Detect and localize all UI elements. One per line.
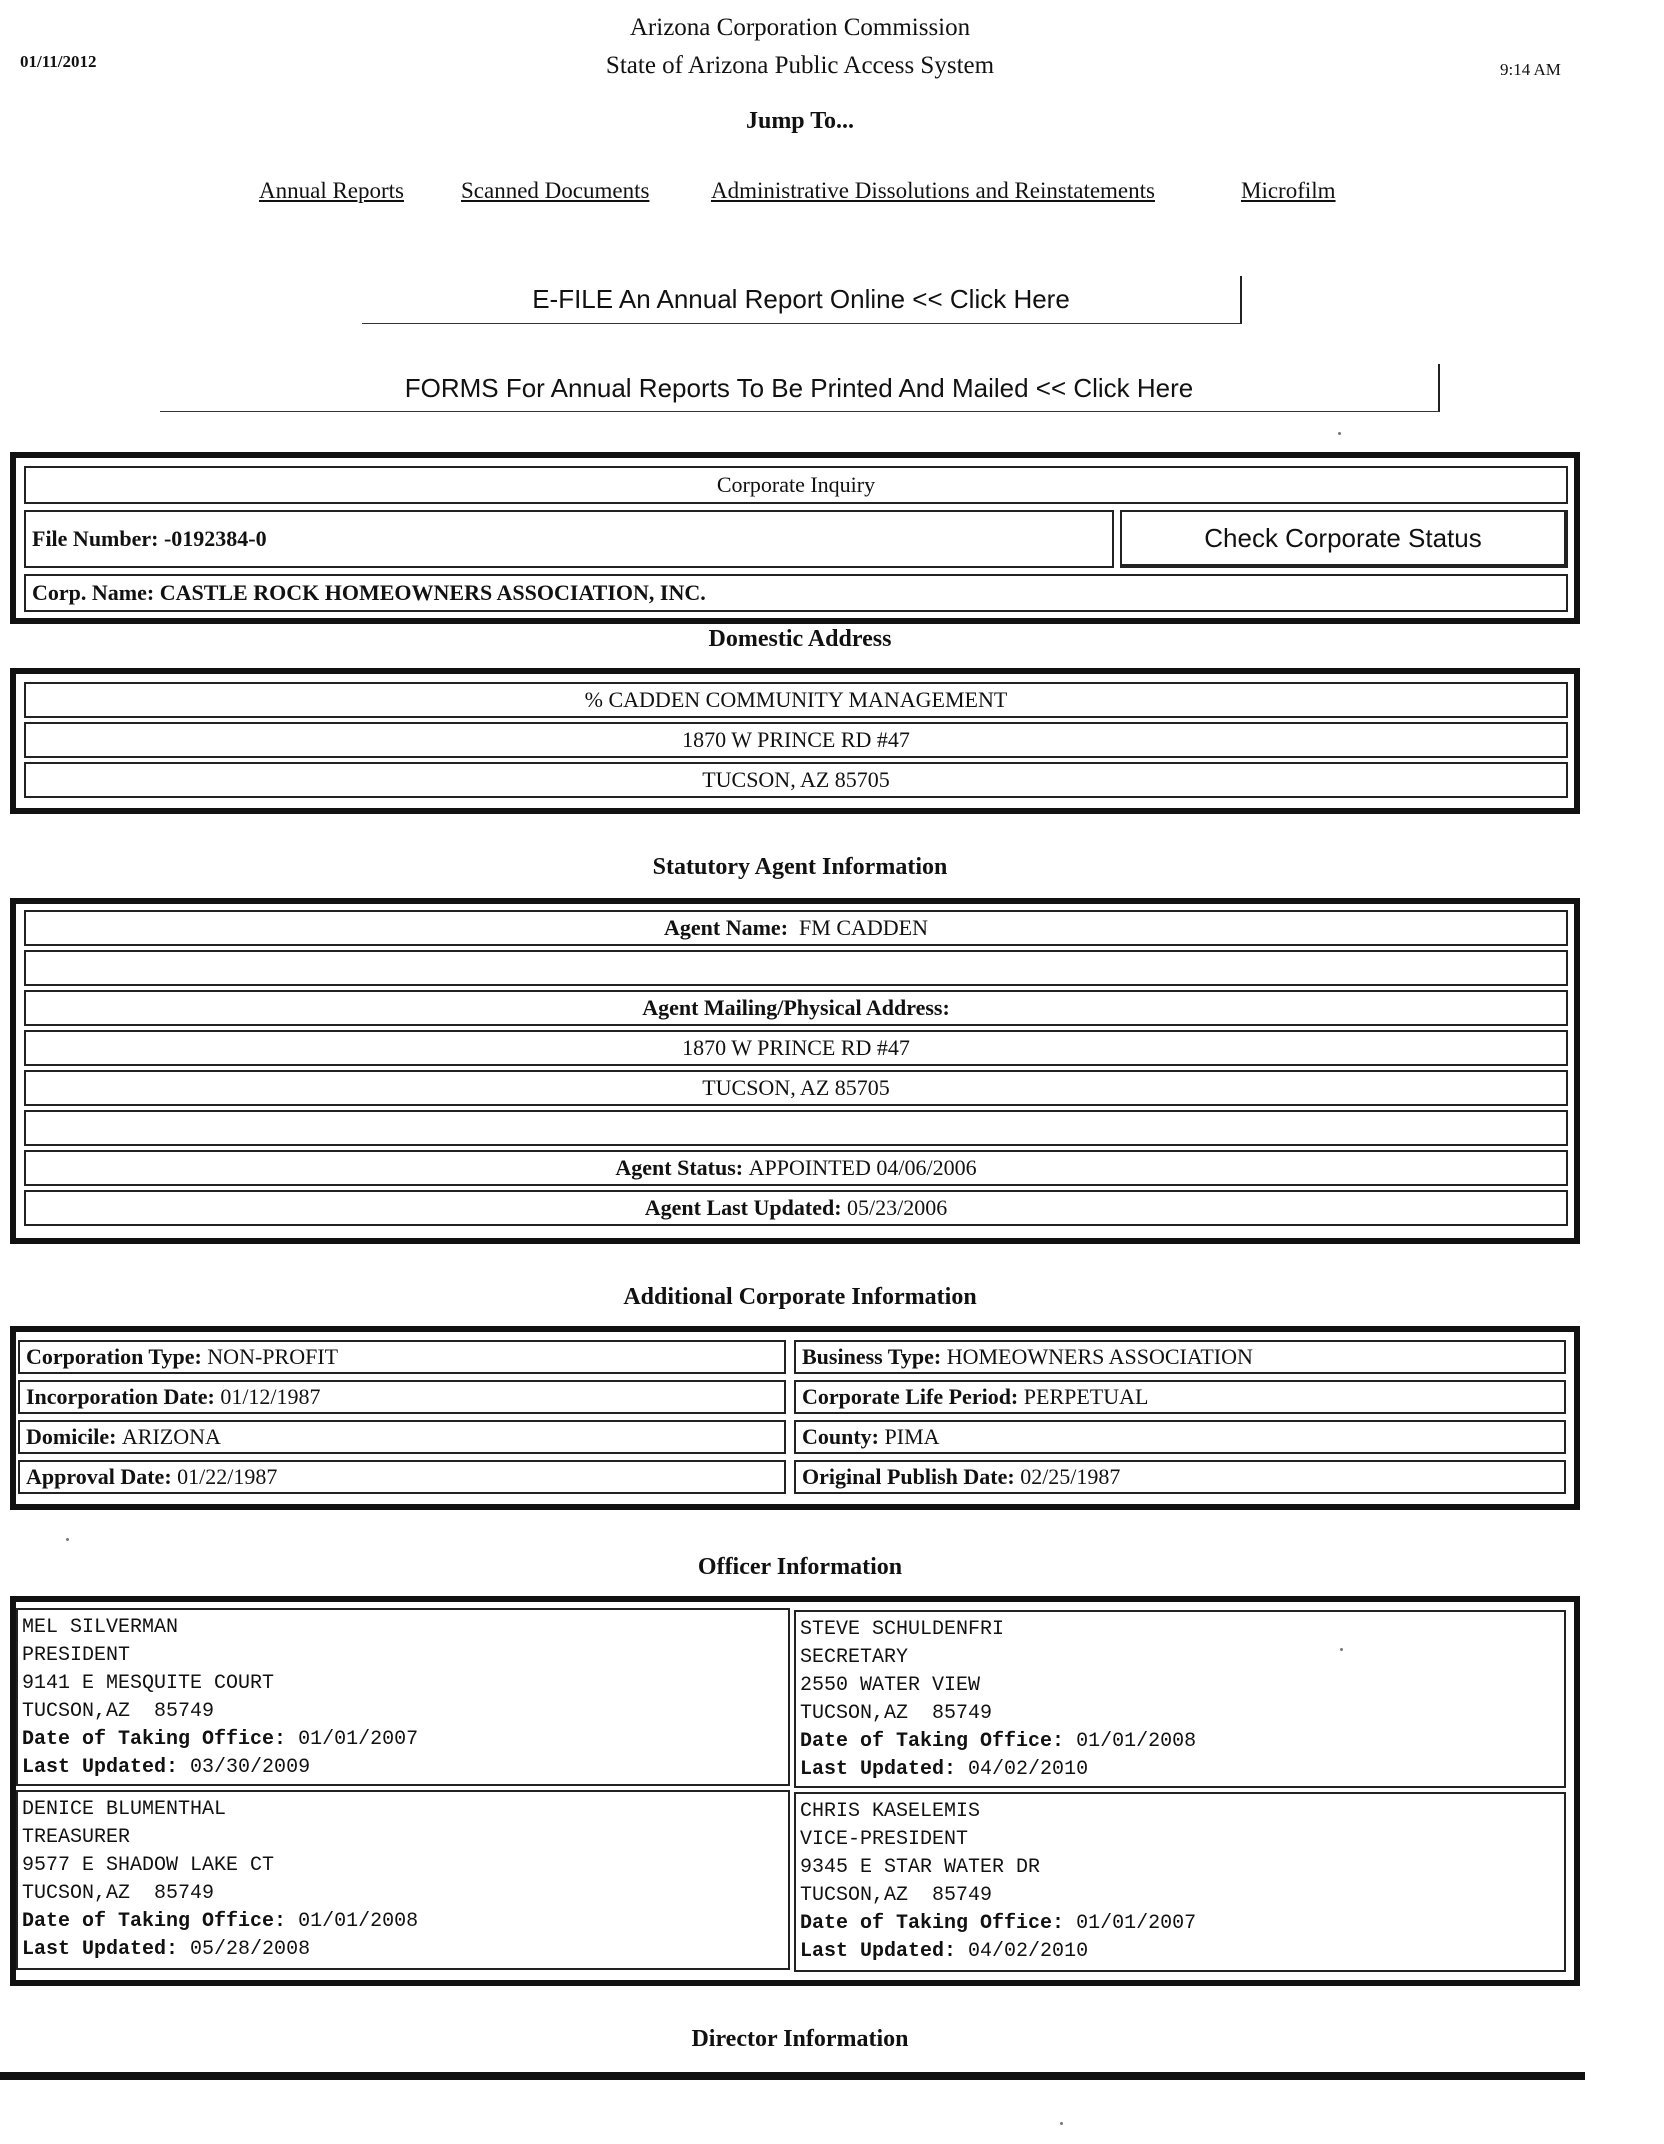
officer-city: TUCSON,AZ 85749 (22, 1700, 215, 1723)
incorporation-date-cell: Incorporation Date: 01/12/1987 (18, 1380, 786, 1414)
link-annual-reports[interactable]: Annual Reports (259, 178, 405, 203)
domestic-address-line3: TUCSON, AZ 85705 (24, 762, 1568, 798)
officer-date-taking-office: 01/01/2007 (298, 1728, 419, 1751)
agent-name-value: FM CADDEN (799, 915, 928, 940)
county-value: PIMA (884, 1424, 940, 1449)
officer-name: DENICE BLUMENTHAL (22, 1798, 227, 1821)
file-number-label: File Number: (32, 526, 159, 551)
scan-speck (1340, 1648, 1343, 1651)
efile-annual-report-button[interactable]: E-FILE An Annual Report Online << Click Here (362, 276, 1242, 324)
statutory-agent-title: Statutory Agent Information (652, 854, 948, 880)
officer-last-updated: 04/02/2010 (968, 1940, 1089, 1963)
officer-address: 9345 E STAR WATER DR (800, 1856, 1041, 1879)
corporate-inquiry-title: Corporate Inquiry (24, 466, 1568, 504)
forms-annual-report-button[interactable]: FORMS For Annual Reports To Be Printed And Mailed << Click Here (160, 364, 1440, 412)
officer-date-taking-office: 01/01/2007 (1076, 1912, 1197, 1935)
life-period-cell: Corporate Life Period: PERPETUAL (794, 1380, 1566, 1414)
publish-date-value: 02/25/1987 (1020, 1464, 1121, 1489)
scan-speck (1060, 2122, 1063, 2125)
agent-address-line2: TUCSON, AZ 85705 (24, 1070, 1568, 1106)
agent-last-updated-cell (24, 1190, 1568, 1226)
officer-city: TUCSON,AZ 85749 (800, 1884, 993, 1907)
corp-name-value: CASTLE ROCK HOMEOWNERS ASSOCIATION, INC. (159, 580, 706, 605)
officer-address: 2550 WATER VIEW (800, 1674, 981, 1697)
domicile-value: ARIZONA (121, 1424, 221, 1449)
officer-card: DENICE BLUMENTHAL TREASURER 9577 E SHADOW LAKE CT TUCSON,AZ 85749 Date of Taking Office: 01/01/2008 Last Updated: 05/28/2008 (16, 1790, 790, 1970)
officer-role: SECRETARY (800, 1646, 909, 1669)
officer-info-title: Officer Information (697, 1554, 903, 1580)
link-microfilm[interactable]: Microfilm (1241, 178, 1336, 203)
domestic-address-title: Domestic Address (708, 626, 892, 652)
domestic-address-line2: 1870 W PRINCE RD #47 (24, 722, 1568, 758)
officer-role: TREASURER (22, 1826, 131, 1849)
agent-name-label: Agent Name: (664, 915, 789, 940)
officer-last-updated: 04/02/2010 (968, 1758, 1089, 1781)
file-number-cell (24, 510, 1114, 568)
officer-last-updated: 05/28/2008 (190, 1938, 311, 1961)
officer-name: MEL SILVERMAN (22, 1616, 179, 1639)
agent-status-value: APPOINTED 04/06/2006 (748, 1155, 977, 1180)
print-date: 01/11/2012 (20, 52, 97, 71)
corp-name-cell (24, 574, 1568, 612)
county-cell: County: PIMA (794, 1420, 1566, 1454)
domicile-cell: Domicile: ARIZONA (18, 1420, 786, 1454)
officer-last-updated: 03/30/2009 (190, 1756, 311, 1779)
life-period-value: PERPETUAL (1023, 1384, 1149, 1409)
file-number-value: -0192384-0 (163, 526, 267, 551)
agent-blank-row-2 (24, 1110, 1568, 1146)
additional-info-title: Additional Corporate Information (623, 1284, 977, 1310)
agent-status-label: Agent Status: (615, 1155, 744, 1180)
officer-name: STEVE SCHULDENFRI (800, 1618, 1005, 1641)
approval-date-cell: Approval Date: 01/22/1987 (18, 1460, 786, 1494)
agent-last-updated-value: 05/23/2006 (847, 1195, 948, 1220)
jump-to-heading: Jump To... (745, 108, 855, 134)
agent-address-label-cell: Agent Mailing/Physical Address: (24, 990, 1568, 1026)
header-title-line1: Arizona Corporation Commission (629, 14, 971, 41)
officer-city: TUCSON,AZ 85749 (800, 1702, 993, 1725)
corp-type-value: NON-PROFIT (207, 1344, 339, 1369)
officer-name: CHRIS KASELEMIS (800, 1800, 981, 1823)
officer-card: MEL SILVERMAN PRESIDENT 9141 E MESQUITE COURT TUCSON,AZ 85749 Date of Taking Office: 01/01/2007 Last Updated: 03/30/2009 (16, 1608, 790, 1786)
business-type-cell: Business Type: HOMEOWNERS ASSOCIATION (794, 1340, 1566, 1374)
officer-date-taking-office: 01/01/2008 (298, 1910, 419, 1933)
officer-card: CHRIS KASELEMIS VICE-PRESIDENT 9345 E STAR WATER DR TUCSON,AZ 85749 Date of Taking Office: 01/01/2007 Last Updated: 04/02/2010 (794, 1792, 1566, 1972)
link-administrative-dissolutions[interactable]: Administrative Dissolutions and Reinstatements (711, 178, 1155, 203)
approval-date-value: 01/22/1987 (177, 1464, 278, 1489)
check-corporate-status-button[interactable]: Check Corporate Status (1120, 510, 1568, 568)
domestic-address-line1: % CADDEN COMMUNITY MANAGEMENT (24, 682, 1568, 718)
director-info-title: Director Information (691, 2026, 909, 2052)
agent-address-line1: 1870 W PRINCE RD #47 (24, 1030, 1568, 1066)
officer-address: 9577 E SHADOW LAKE CT (22, 1854, 275, 1877)
link-scanned-documents[interactable]: Scanned Documents (461, 178, 650, 203)
publish-date-cell: Original Publish Date: 02/25/1987 (794, 1460, 1566, 1494)
corp-name-label: Corp. Name: (32, 580, 155, 605)
officer-card: STEVE SCHULDENFRI SECRETARY 2550 WATER VIEW TUCSON,AZ 85749 Date of Taking Office: 01/01/2008 Last Updated: 04/02/2010 (794, 1610, 1566, 1788)
agent-blank-row-1 (24, 950, 1568, 986)
scan-speck (66, 1538, 69, 1541)
officer-date-taking-office: 01/01/2008 (1076, 1730, 1197, 1753)
header-title-line2: State of Arizona Public Access System (605, 52, 995, 79)
agent-last-updated-label: Agent Last Updated: (644, 1195, 842, 1220)
director-info-box-top (0, 2072, 1585, 2080)
officer-role: VICE-PRESIDENT (800, 1828, 969, 1851)
scan-speck (1338, 432, 1341, 435)
officer-city: TUCSON,AZ 85749 (22, 1882, 215, 1905)
agent-name-cell (24, 910, 1568, 946)
officer-role: PRESIDENT (22, 1644, 131, 1667)
agent-status-cell (24, 1150, 1568, 1186)
incorporation-date-value: 01/12/1987 (220, 1384, 321, 1409)
print-time: 9:14 AM (1500, 60, 1561, 79)
business-type-value: HOMEOWNERS ASSOCIATION (946, 1344, 1253, 1369)
corp-type-cell: Corporation Type: NON-PROFIT (18, 1340, 786, 1374)
officer-address: 9141 E MESQUITE COURT (22, 1672, 275, 1695)
